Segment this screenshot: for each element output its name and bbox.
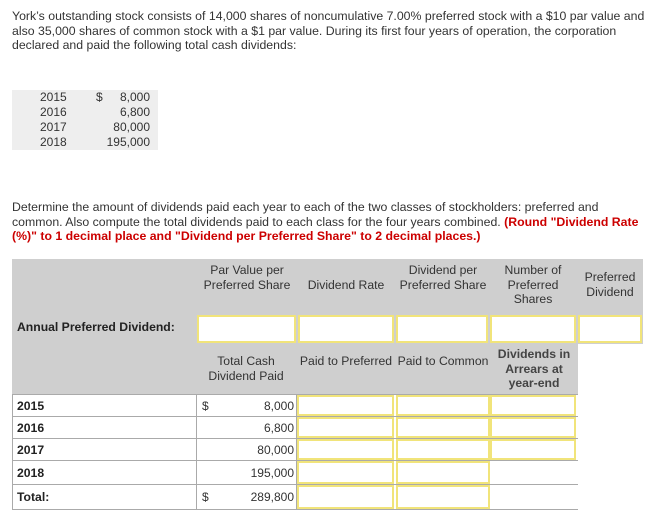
header-number-of-shares: Number of Preferred Shares [504, 263, 562, 306]
paid-to-preferred-2018-input[interactable] [297, 461, 394, 484]
year: 2017 [40, 120, 67, 134]
annual-preferred-label: Annual Preferred Dividend: [17, 320, 175, 334]
total-cash-2017: 80,000 [257, 443, 294, 457]
paid-to-common-2015-input[interactable] [396, 395, 490, 416]
row-divider [12, 484, 578, 485]
arrears-2015-input[interactable] [490, 395, 576, 416]
header-par-value: Par Value per Preferred Share [203, 263, 291, 292]
header-dividend-rate: Dividend Rate [307, 278, 385, 292]
dividends-list-row [12, 90, 158, 105]
paid-to-preferred-2015-input[interactable] [297, 395, 394, 416]
preferred-dividend-input[interactable] [578, 315, 642, 343]
number-of-shares-input[interactable] [490, 315, 576, 343]
paid-to-preferred-total-input[interactable] [297, 485, 394, 509]
total-cash-total: 289,800 [250, 490, 294, 504]
dividend-rate-input[interactable] [298, 315, 394, 343]
row-label-2016: 2016 [17, 421, 45, 435]
paid-to-common-2018-input[interactable] [396, 461, 490, 484]
question-text [12, 200, 652, 244]
dividends-list-row [12, 120, 158, 135]
header-preferred-dividend: Preferred Dividend [584, 270, 636, 299]
row-label-2018: 2018 [17, 466, 45, 480]
dividend-per-share-input[interactable] [396, 315, 488, 343]
row-divider [12, 460, 578, 461]
total-cash-2015: 8,000 [263, 399, 294, 413]
header-paid-to-preferred: Paid to Preferred [299, 354, 393, 368]
total-cash-2018: 195,000 [250, 466, 294, 480]
arrears-2017-input[interactable] [490, 439, 576, 460]
paid-to-common-2016-input[interactable] [396, 417, 490, 438]
question-body: Determine the amount of dividends paid each year to each of the two classes of stockholders: preferred and common. Also compute the total dividends paid to each class for the four years combined. [12, 200, 599, 229]
dollar-sign: $ [96, 90, 103, 104]
row-label-2017: 2017 [17, 443, 45, 457]
paid-to-preferred-2016-input[interactable] [297, 417, 394, 438]
header-paid-to-common: Paid to Common [397, 354, 489, 368]
row-label-2015: 2015 [17, 399, 45, 413]
year: 2018 [40, 135, 67, 149]
header-dividend-per-share: Dividend per Preferred Share [399, 263, 487, 292]
paid-to-preferred-2017-input[interactable] [297, 439, 394, 460]
paid-to-common-2017-input[interactable] [396, 439, 490, 460]
amount: 6,800 [119, 105, 150, 119]
problem-intro: York’s outstanding stock consists of 14,000 shares of noncumulative 7.00% preferred stock with a $10 par value and also 35,000 shares of common stock with a $1 par value. During its first four years of operation, the corporation declared and paid the following total cash dividends: [12, 9, 645, 52]
total-cash-2016: 6,800 [263, 421, 294, 435]
dollar-sign: $ [202, 490, 209, 504]
header-dividends-in-arrears: Dividends in Arrears at year-end [497, 347, 571, 390]
rounding-note: (Round "Dividend Rate (%)" to 1 decimal place and "Dividend per Preferred Share" to 2 decimal places.) [12, 214, 639, 243]
dividends-list-row [12, 135, 158, 150]
col-divider [196, 394, 197, 510]
par-value-input[interactable] [197, 315, 296, 343]
paid-to-common-total-input[interactable] [396, 485, 490, 509]
header-total-cash-dividend: Total Cash Dividend Paid [208, 354, 284, 383]
dividends-list-row [12, 105, 158, 120]
amount: 80,000 [113, 120, 150, 134]
year: 2015 [40, 90, 67, 104]
amount: 195,000 [106, 135, 150, 149]
amount: 8,000 [119, 90, 150, 104]
arrears-2016-input[interactable] [490, 417, 576, 438]
dividends-list [12, 90, 158, 150]
row-label-total: Total: [17, 490, 50, 504]
year: 2016 [40, 105, 67, 119]
dollar-sign: $ [202, 399, 209, 413]
row-divider [12, 509, 578, 510]
